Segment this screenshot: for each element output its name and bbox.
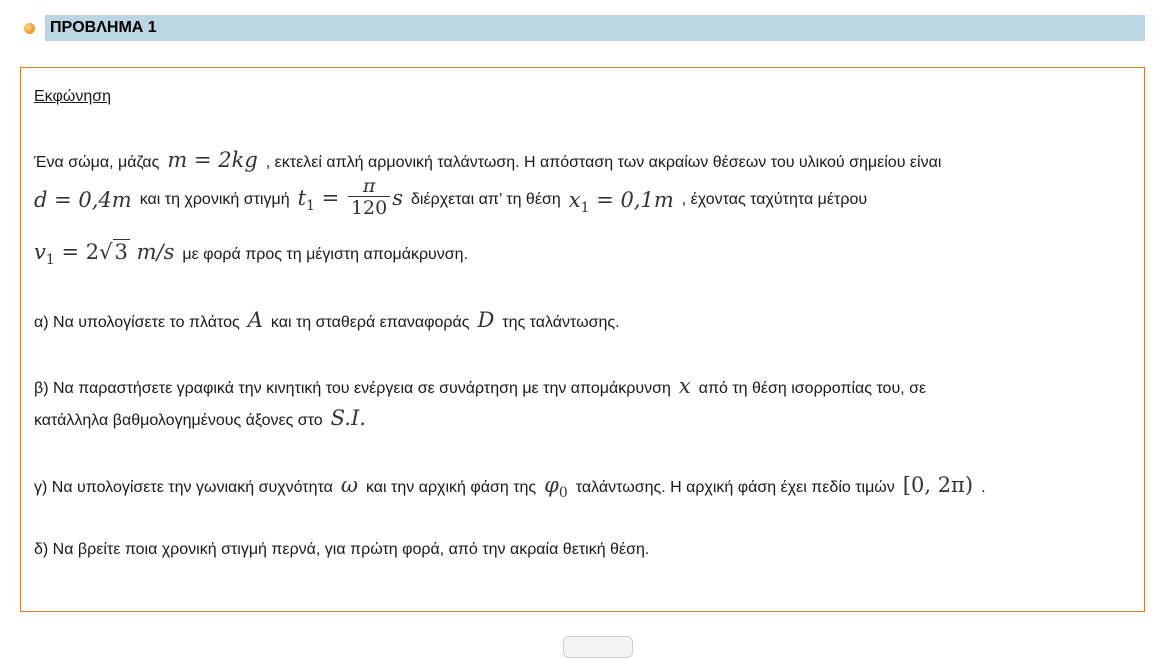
orange-dot-icon [24,23,35,34]
problem-title: ΠΡΟΒΛΗΜΑ 1 [50,19,157,36]
fraction-numerator: π [362,175,376,197]
math-amplitude: A [247,308,263,332]
statement-line-3 [34,240,469,268]
statement-text: , εκτελεί απλή αρμονική ταλάντωση. Η απόσταση των ακραίων θέσεων του υλικού σημείου είναι [265,154,942,171]
math-mass: m = 2kg [167,148,258,172]
question-c [34,473,986,501]
math-fraction [348,176,390,219]
question-b-line-2 [34,406,374,430]
question-text: και τη σταθερά επαναφοράς [270,314,470,331]
math-sqrt: √3 [99,240,128,264]
math-subscript: 1 [580,199,590,216]
question-text: και την αρχική φάση της [365,479,537,496]
statement-text: διέρχεται απ’ τη θέση [411,190,561,208]
math-displacement: x [678,374,691,398]
question-text: από τη θέση ισορροπίας του, σε [698,380,927,397]
statement-text: και τη χρονική στιγμή [139,190,290,208]
math-si: S.I. [330,406,366,430]
question-a [34,308,620,332]
question-text: γ) Να υπολογίσετε την γωνιακή συχνότητα [34,479,333,496]
math-subscript: 0 [558,485,568,501]
math-symbol: t [297,186,307,210]
math-restoring-constant: D [477,308,495,332]
math-unit: s [392,186,403,210]
question-b-line-1 [34,374,926,398]
math-equals: = [321,186,340,210]
math-velocity [34,240,175,268]
question-text: κατάλληλα βαθμολογημένους άξονες στο [34,412,323,429]
math-unit: m/s [136,240,175,264]
math-initial-phase [544,473,568,501]
question-text: ταλάντωσης. Η αρχική φάση έχει πεδίο τιμών [575,479,895,496]
statement-line-1 [34,148,941,172]
math-symbol: x [568,187,581,212]
problem-header-bar [45,15,1145,41]
question-text: δ) Να βρείτε ποια χρονική στιγμή περνά, για πρώτη φορά, από την ακραία θετική θέση. [34,541,650,558]
statement-text: Ένα σώμα, μάζας [34,154,160,171]
math-time [297,175,403,221]
math-value: = 0,1m [596,187,674,212]
question-text: της ταλάντωσης. [502,314,620,331]
math-subscript: 1 [45,252,55,268]
problem-header [24,15,1145,41]
math-position [568,187,674,216]
statement-line-2 [34,175,868,221]
math-equals: = 2 [61,240,100,264]
math-subscript: 1 [306,198,315,214]
problem-panel [20,67,1145,612]
question-text: β) Να παραστήσετε γραφικά την κινητική του ενέργεια σε συνάρτηση με την απομάκρυνση [34,380,671,397]
statement-text: με φορά προς τη μέγιστη απομάκρυνση. [182,246,469,263]
statement-text: , έχοντας ταχύτητα μέτρου [681,190,868,208]
math-symbol: v [34,240,46,264]
math-interval: [0, 2π) [902,473,974,497]
sqrt-radicand: 3 [114,240,128,264]
question-text: α) Να υπολογίσετε το πλάτος [34,314,240,331]
fraction-denominator: 120 [348,196,390,219]
math-omega: ω [340,473,358,497]
statement-heading: Εκφώνηση [34,88,112,105]
math-distance: d = 0,4m [34,187,132,212]
question-text: . [981,479,986,496]
math-symbol: φ [544,473,559,497]
question-d [34,541,649,559]
partial-button[interactable] [563,636,633,658]
